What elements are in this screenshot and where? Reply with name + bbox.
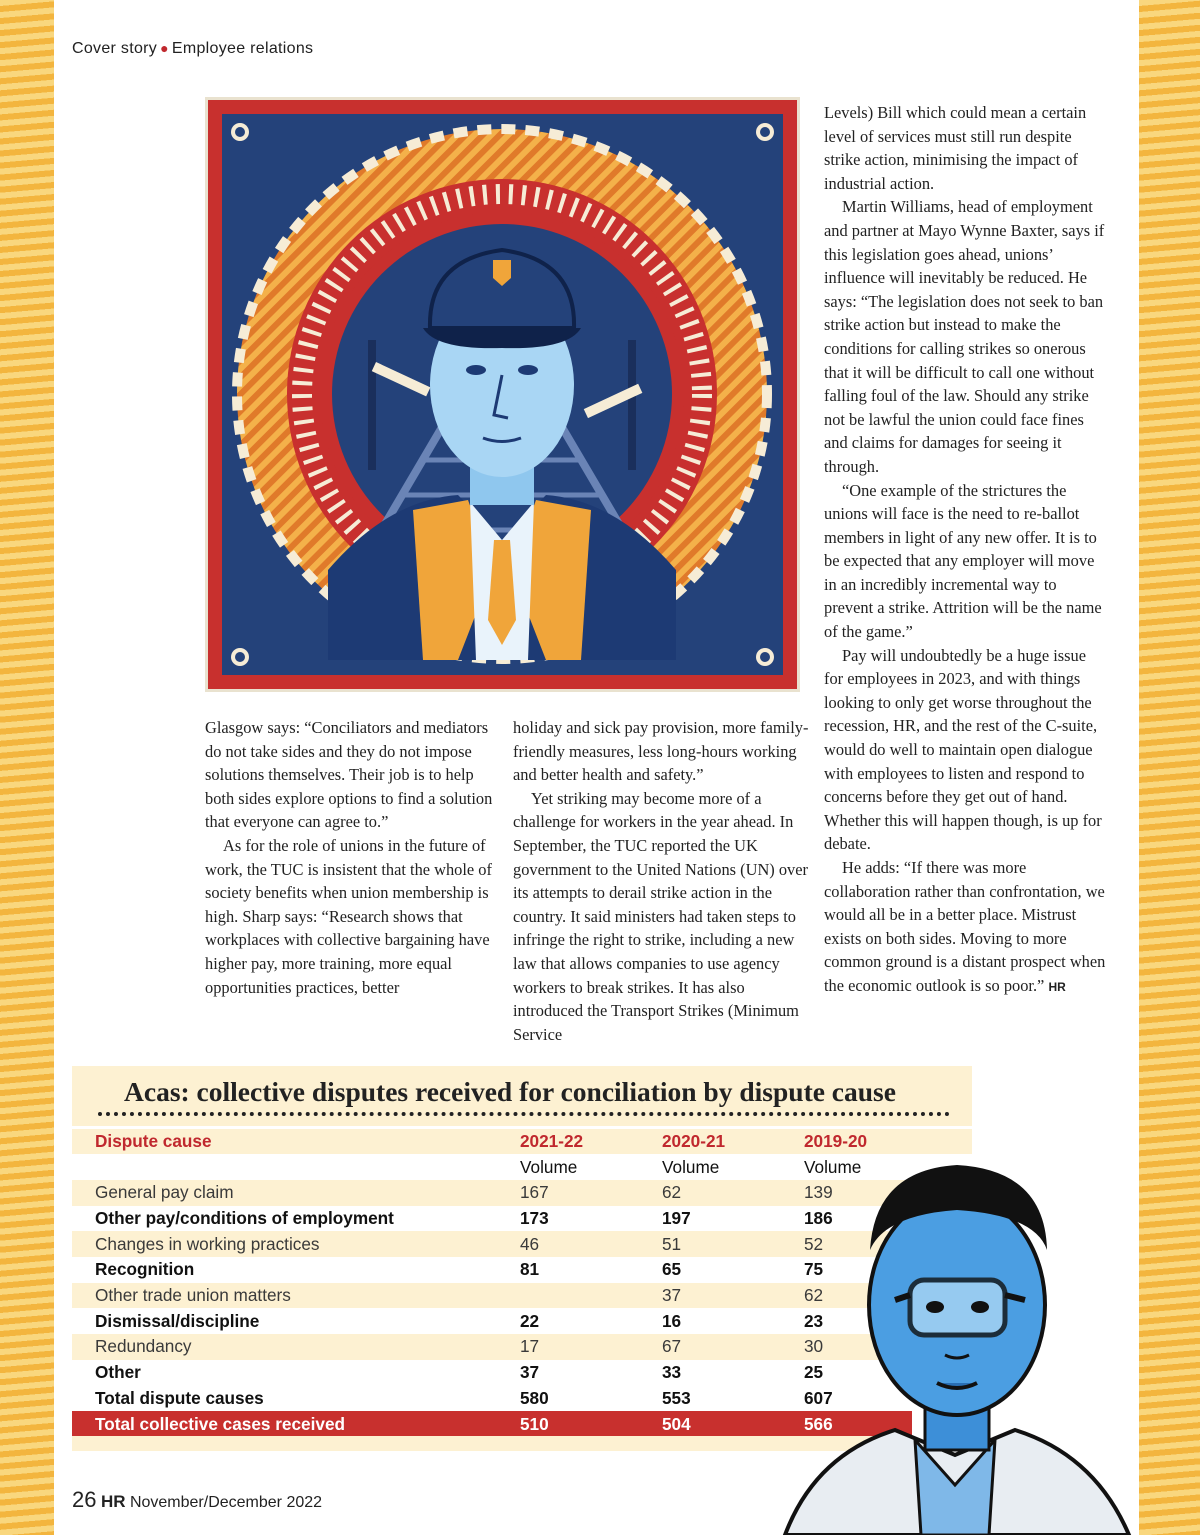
issue-date: November/December 2022 — [129, 1494, 323, 1511]
volume-cell: 51 — [662, 1233, 682, 1254]
dispute-cause-cell: Changes in working practices — [95, 1233, 320, 1254]
volume-cell: 186 — [804, 1207, 833, 1228]
volume-cell: 2020-21 — [662, 1130, 726, 1151]
topic-label: Employee relations — [171, 40, 314, 57]
volume-cell: 37 — [662, 1285, 682, 1306]
volume-cell: 81 — [520, 1259, 540, 1280]
volume-cell: Volume — [662, 1156, 720, 1177]
paragraph: Martin Williams, head of employment and partner at Mayo Wynne Baxter, says if this legislation goes ahead, unions’ influence will inevitably be reduced. He says: “The legislation does not seek to ban strike action but instead to make the conditions for calling strikes so onerous that it will be difficult to call one without falling foul of the law. Should any strike not be lawful the union could face fines and claims for damages for seeing it through. — [824, 197, 1105, 476]
dispute-cause-cell: Other pay/conditions of employment — [95, 1207, 394, 1228]
magazine-name: HR — [100, 1492, 126, 1511]
volume-cell: 173 — [520, 1207, 549, 1228]
left-sunburst-border — [0, 0, 54, 1535]
volume-cell: 65 — [662, 1259, 682, 1280]
right-sunburst-border — [1139, 0, 1200, 1535]
volume-cell: 37 — [520, 1362, 540, 1383]
volume-cell: 46 — [520, 1233, 540, 1254]
folio — [72, 1487, 322, 1513]
volume-cell: 167 — [520, 1182, 549, 1203]
volume-cell: 510 — [520, 1413, 549, 1434]
paragraph: holiday and sick pay provision, more family-friendly measures, less long-hours working and better health and safety.” — [513, 718, 809, 785]
dispute-cause-cell: Total collective cases received — [95, 1413, 345, 1434]
volume-cell: Volume — [804, 1156, 862, 1177]
dispute-cause-cell: General pay claim — [95, 1182, 234, 1203]
volume-cell: 52 — [804, 1233, 824, 1254]
bullet-icon: ● — [160, 40, 169, 56]
volume-cell: 62 — [662, 1182, 682, 1203]
text-column-2 — [513, 716, 809, 1046]
scientist-illustration — [775, 1155, 1139, 1535]
dispute-cause-cell: Other trade union matters — [95, 1285, 291, 1306]
volume-cell: 553 — [662, 1387, 691, 1408]
volume-cell: 75 — [804, 1259, 824, 1280]
volume-cell: 580 — [520, 1387, 549, 1408]
text-column-1 — [205, 716, 495, 999]
dispute-cause-cell: Other — [95, 1362, 141, 1383]
volume-cell: Volume — [520, 1156, 578, 1177]
table-title: Acas: collective disputes received for conciliation by dispute cause — [124, 1076, 896, 1107]
disputes-table — [72, 1066, 972, 1126]
table-title-bar — [72, 1066, 972, 1126]
dispute-cause-cell: Total dispute causes — [95, 1387, 264, 1408]
volume-cell: 16 — [662, 1310, 682, 1331]
dispute-cause-cell: Recognition — [95, 1259, 195, 1280]
volume-cell: 22 — [520, 1310, 540, 1331]
paragraph — [824, 856, 1106, 1000]
volume-cell: 30 — [804, 1336, 824, 1357]
dispute-cause-cell: Dispute cause — [95, 1130, 212, 1151]
text-column-3 — [824, 101, 1106, 1000]
paragraph: Levels) Bill which could mean a certain level of services must still run despite strike action, minimising the impact of industrial action. — [824, 103, 1087, 193]
volume-cell: 17 — [520, 1336, 540, 1357]
paragraph: Yet striking may become more of a challenge for workers in the year ahead. In September, the TUC reported the UK government to the United Nations (UN) over its attempts to derail strike action in the country. It said ministers had taken steps to infringe the right to strike, including a new law that allows companies to use agency workers to break strikes. It has also introduced the Transport Strikes (Minimum Service — [513, 788, 808, 1044]
volume-cell: 504 — [662, 1413, 691, 1434]
volume-cell: 62 — [804, 1285, 824, 1306]
dotted-rule — [98, 1112, 950, 1116]
volume-cell: 2021-22 — [520, 1130, 584, 1151]
paragraph: Glasgow says: “Conciliators and mediators do not take sides and they do not impose solutions themselves. Their job is to help both sides explore options to find a solution that everyone can agree to.” — [205, 718, 493, 832]
paragraph: Pay will undoubtedly be a huge issue for employees in 2023, and with things looking to only get worse throughout the recession, HR, and the rest of the C-suite, would do well to maintain open dialogue with employees to listen and respond to concerns before they get out of hand. Whether this will happen though, is up for debate. — [824, 645, 1102, 854]
page-number: 26 — [72, 1487, 97, 1512]
volume-cell: 2019-20 — [804, 1130, 868, 1151]
volume-cell: 67 — [662, 1336, 682, 1357]
table-row — [72, 1129, 972, 1155]
volume-cell: 23 — [804, 1310, 824, 1331]
volume-cell: 566 — [804, 1413, 833, 1434]
volume-cell: 197 — [662, 1207, 691, 1228]
end-mark: HR — [1048, 979, 1066, 994]
dispute-cause-cell: Dismissal/discipline — [95, 1310, 260, 1331]
section-label: Cover story — [72, 40, 158, 57]
paragraph-text: He adds: “If there was more collaboration rather than confrontation, we would all be in a better place. Mistrust exists on both sides. Moving to more common ground is a distant prospect when the economic outlook is so poor.” — [824, 858, 1106, 995]
cover-illustration — [205, 97, 800, 692]
volume-cell: 607 — [804, 1387, 833, 1408]
volume-cell: 33 — [662, 1362, 682, 1383]
rail-worker-illustration — [208, 100, 797, 689]
running-head — [72, 40, 313, 58]
paragraph: “One example of the strictures the unions will face is the need to re-ballot members in light of any new offer. It is to be expected that any employer will move in an incredibly incremental way to prevent a strike. Attrition will be the name of the game.” — [824, 480, 1102, 642]
paragraph: As for the role of unions in the future of work, the TUC is insistent that the whole of society benefits when union membership is high. Sharp says: “Research shows that workplaces with collective bargaining have higher pay, more training, more equal opportunities practices, better — [205, 835, 492, 997]
volume-cell: 139 — [804, 1182, 833, 1203]
volume-cell: 25 — [804, 1362, 824, 1383]
dispute-cause-cell: Redundancy — [95, 1336, 192, 1357]
